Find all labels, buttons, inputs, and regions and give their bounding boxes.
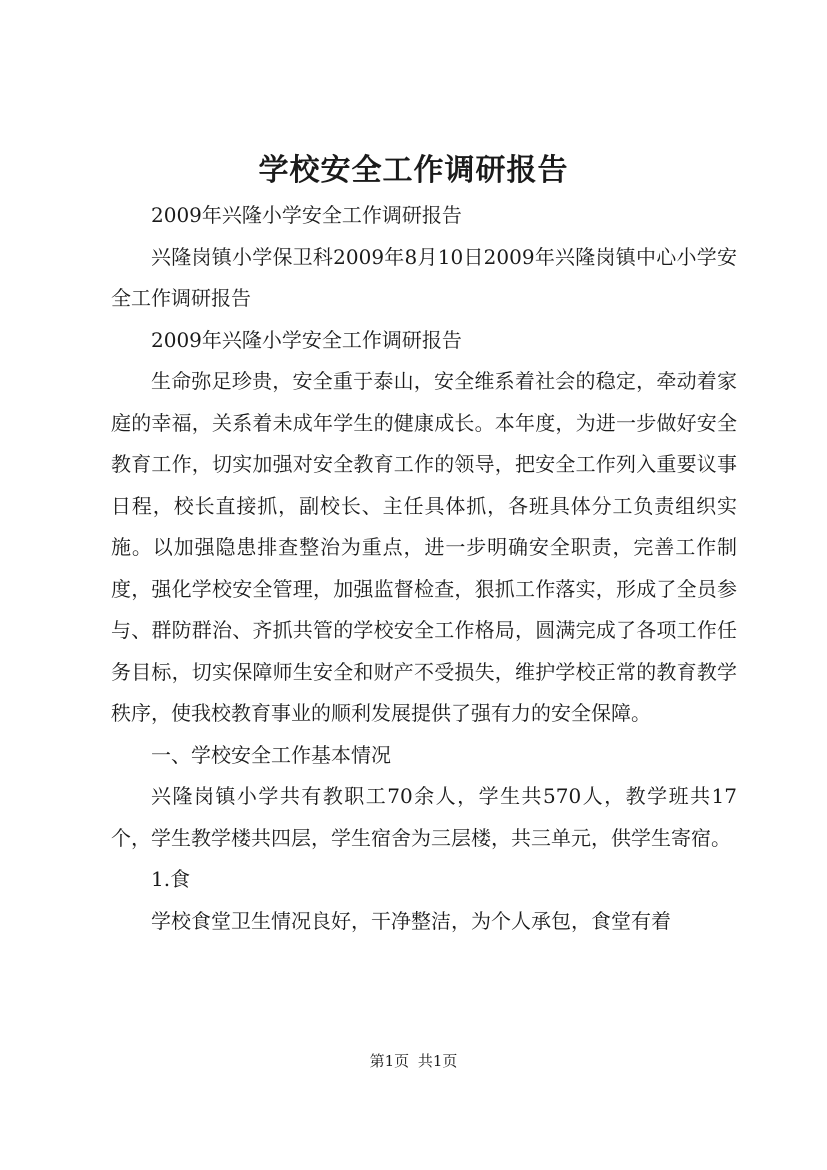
paragraph: 生命弥足珍贵，安全重于泰山，安全维系着社会的稳定，牵动着家庭的幸福，关系着未成年学生的健康成长。本年度，为进一步做好安全教育工作，切实加强对安全教育工作的领导，把安全工作列入重要议事日程，校长直接抓，副校长、主任具体抓，各班具体分工负责组织实施。以加强隐患排查整治为重点，进一步明确安全职责，完善工作制度，强化学校安全管理，加强监督检查，狠抓工作落实，形成了全员参与、群防群治、齐抓共管的学校安全工作格局，圆满完成了各项工作任务目标，切实保障师生安全和财产不受损失，维护学校正常的教育教学秩序，使我校教育事业的顺利发展提供了强有力的安全保障。 (111, 369, 737, 725)
page-footer: 第1页 共1页 (369, 1052, 458, 1070)
paragraph: 兴隆岗镇小学共有教职工70余人，学生共570人，教学班共17个，学生教学楼共四层，学生宿舍为三层楼，共三单元，供学生寄宿。 (111, 784, 737, 850)
document-body (111, 195, 737, 942)
paragraph: 2009年兴隆小学安全工作调研报告 (151, 327, 462, 352)
paragraph: 2009年兴隆小学安全工作调研报告 (151, 203, 462, 227)
paragraph: 学校食堂卫生情况良好，干净整洁，为个人承包，食堂有着 (151, 908, 671, 933)
paragraph: 兴隆岗镇小学保卫科2009年8月10日2009年兴隆岗镇中心小学安全工作调研报告 (111, 244, 737, 310)
document-title: 学校安全工作调研报告 (258, 153, 569, 188)
section-heading: 一、学校安全工作基本情况 (151, 742, 391, 767)
subsection-heading: 1.食 (151, 867, 191, 891)
